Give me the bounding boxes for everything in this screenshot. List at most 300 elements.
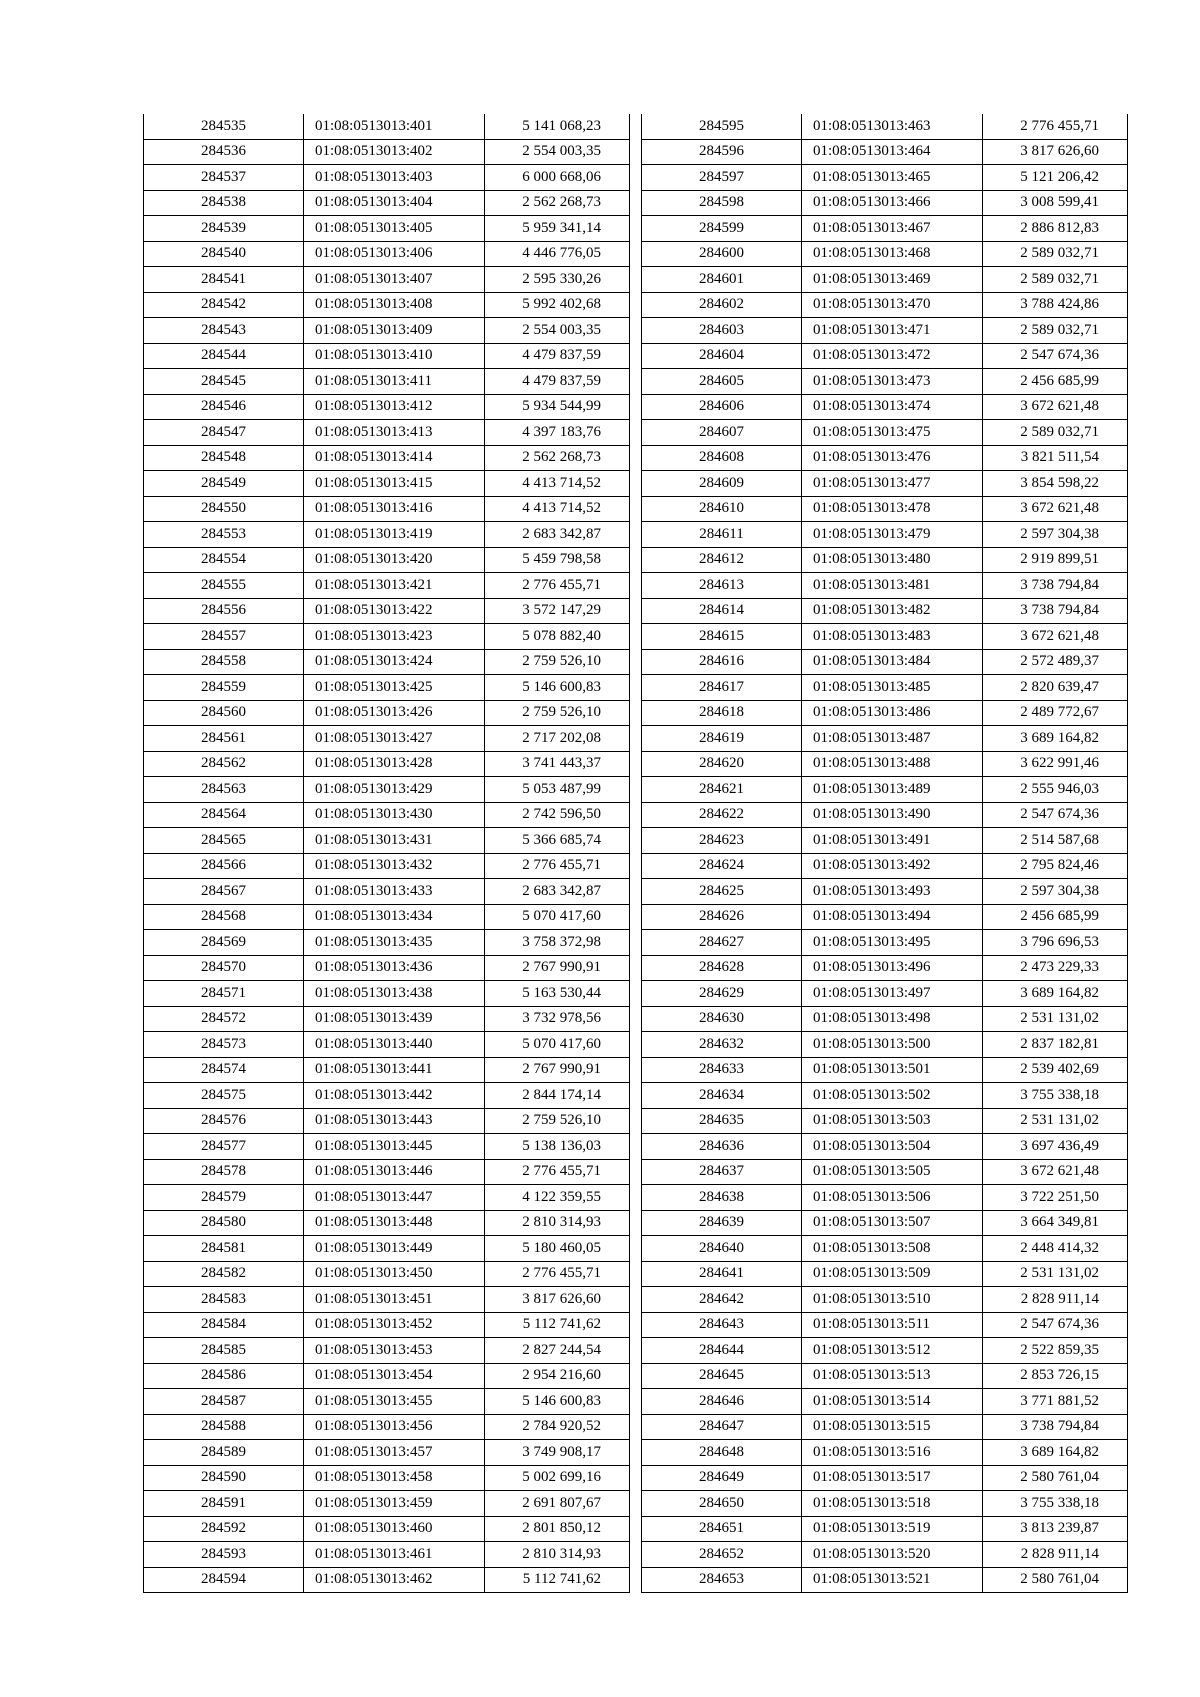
record-number-cell: 284608 — [642, 445, 802, 471]
cadastral-number-cell: 01:08:0513013:438 — [304, 981, 485, 1007]
cadastral-number-cell: 01:08:0513013:410 — [304, 343, 485, 369]
cadastral-number-cell: 01:08:0513013:468 — [802, 241, 983, 267]
value-cell: 2 514 587,68 — [983, 828, 1128, 854]
record-number-cell: 284628 — [642, 955, 802, 981]
cadastral-number-cell: 01:08:0513013:432 — [304, 853, 485, 879]
record-number-cell: 284640 — [642, 1236, 802, 1262]
record-number-cell: 284600 — [642, 241, 802, 267]
value-cell: 3 854 598,22 — [983, 471, 1128, 497]
record-number-cell: 284590 — [144, 1465, 304, 1491]
cadastral-number-cell: 01:08:0513013:510 — [802, 1287, 983, 1313]
table-row — [642, 369, 1128, 395]
cadastral-number-cell: 01:08:0513013:456 — [304, 1414, 485, 1440]
value-cell: 4 397 183,76 — [485, 420, 630, 446]
cadastral-number-cell: 01:08:0513013:406 — [304, 241, 485, 267]
record-number-cell: 284542 — [144, 292, 304, 318]
record-number-cell: 284635 — [642, 1108, 802, 1134]
cadastral-number-cell: 01:08:0513013:516 — [802, 1440, 983, 1466]
table-row — [144, 1006, 630, 1032]
record-number-cell: 284577 — [144, 1134, 304, 1160]
value-cell: 3 697 436,49 — [983, 1134, 1128, 1160]
cadastral-number-cell: 01:08:0513013:512 — [802, 1338, 983, 1364]
record-number-cell: 284641 — [642, 1261, 802, 1287]
value-cell: 5 959 341,14 — [485, 216, 630, 242]
table-row — [642, 1516, 1128, 1542]
table-row — [642, 1312, 1128, 1338]
cadastral-number-cell: 01:08:0513013:447 — [304, 1185, 485, 1211]
cadastral-number-cell: 01:08:0513013:403 — [304, 165, 485, 191]
cadastral-number-cell: 01:08:0513013:505 — [802, 1159, 983, 1185]
record-number-cell: 284615 — [642, 624, 802, 650]
record-number-cell: 284637 — [642, 1159, 802, 1185]
value-cell: 3 755 338,18 — [983, 1083, 1128, 1109]
value-cell: 5 138 136,03 — [485, 1134, 630, 1160]
cadastral-number-cell: 01:08:0513013:465 — [802, 165, 983, 191]
cadastral-number-cell: 01:08:0513013:489 — [802, 777, 983, 803]
value-cell: 2 691 807,67 — [485, 1491, 630, 1517]
table-row — [144, 420, 630, 446]
value-cell: 2 522 859,35 — [983, 1338, 1128, 1364]
value-cell: 3 672 621,48 — [983, 1159, 1128, 1185]
table-row — [144, 1287, 630, 1313]
record-number-cell: 284563 — [144, 777, 304, 803]
table-row — [144, 139, 630, 165]
cadastral-number-cell: 01:08:0513013:422 — [304, 598, 485, 624]
record-number-cell: 284556 — [144, 598, 304, 624]
cadastral-number-cell: 01:08:0513013:416 — [304, 496, 485, 522]
cadastral-number-cell: 01:08:0513013:482 — [802, 598, 983, 624]
value-cell: 2 759 526,10 — [485, 1108, 630, 1134]
cadastral-number-cell: 01:08:0513013:427 — [304, 726, 485, 752]
cadastral-number-cell: 01:08:0513013:411 — [304, 369, 485, 395]
record-number-cell: 284580 — [144, 1210, 304, 1236]
value-cell: 2 554 003,35 — [485, 139, 630, 165]
cadastral-number-cell: 01:08:0513013:460 — [304, 1516, 485, 1542]
table-row — [144, 879, 630, 905]
value-cell: 2 555 946,03 — [983, 777, 1128, 803]
value-cell: 2 589 032,71 — [983, 241, 1128, 267]
value-cell: 2 562 268,73 — [485, 190, 630, 216]
value-cell: 5 121 206,42 — [983, 165, 1128, 191]
record-number-cell: 284535 — [144, 114, 304, 139]
table-row — [144, 165, 630, 191]
record-number-cell: 284536 — [144, 139, 304, 165]
record-number-cell: 284619 — [642, 726, 802, 752]
value-cell: 4 413 714,52 — [485, 471, 630, 497]
table-row — [642, 114, 1128, 139]
record-number-cell: 284539 — [144, 216, 304, 242]
cadastral-number-cell: 01:08:0513013:428 — [304, 751, 485, 777]
record-number-cell: 284632 — [642, 1032, 802, 1058]
table-row — [144, 343, 630, 369]
value-cell: 2 547 674,36 — [983, 343, 1128, 369]
table-row — [642, 241, 1128, 267]
record-number-cell: 284596 — [642, 139, 802, 165]
table-row — [144, 292, 630, 318]
value-cell: 2 776 455,71 — [983, 114, 1128, 139]
value-cell: 2 844 174,14 — [485, 1083, 630, 1109]
cadastral-number-cell: 01:08:0513013:405 — [304, 216, 485, 242]
table-row — [144, 1516, 630, 1542]
value-cell: 5 112 741,62 — [485, 1312, 630, 1338]
record-number-cell: 284599 — [642, 216, 802, 242]
cadastral-number-cell: 01:08:0513013:469 — [802, 267, 983, 293]
cadastral-number-cell: 01:08:0513013:503 — [802, 1108, 983, 1134]
value-cell: 2 810 314,93 — [485, 1210, 630, 1236]
record-number-cell: 284567 — [144, 879, 304, 905]
value-cell: 5 141 068,23 — [485, 114, 630, 139]
value-cell: 2 759 526,10 — [485, 649, 630, 675]
table-row — [642, 496, 1128, 522]
cadastral-number-cell: 01:08:0513013:436 — [304, 955, 485, 981]
record-number-cell: 284622 — [642, 802, 802, 828]
table-row — [144, 1108, 630, 1134]
record-number-cell: 284593 — [144, 1542, 304, 1568]
value-cell: 2 489 772,67 — [983, 700, 1128, 726]
record-number-cell: 284598 — [642, 190, 802, 216]
cadastral-number-cell: 01:08:0513013:513 — [802, 1363, 983, 1389]
cadastral-number-cell: 01:08:0513013:401 — [304, 114, 485, 139]
cadastral-number-cell: 01:08:0513013:493 — [802, 879, 983, 905]
cadastral-number-cell: 01:08:0513013:426 — [304, 700, 485, 726]
record-number-cell: 284603 — [642, 318, 802, 344]
record-number-cell: 284579 — [144, 1185, 304, 1211]
record-number-cell: 284553 — [144, 522, 304, 548]
cadastral-number-cell: 01:08:0513013:491 — [802, 828, 983, 854]
cadastral-number-cell: 01:08:0513013:440 — [304, 1032, 485, 1058]
value-cell: 5 053 487,99 — [485, 777, 630, 803]
record-number-cell: 284648 — [642, 1440, 802, 1466]
value-cell: 3 664 349,81 — [983, 1210, 1128, 1236]
cadastral-number-cell: 01:08:0513013:521 — [802, 1567, 983, 1593]
table-row — [144, 1312, 630, 1338]
table-row — [144, 394, 630, 420]
value-cell: 2 717 202,08 — [485, 726, 630, 752]
value-cell: 2 767 990,91 — [485, 1057, 630, 1083]
cadastral-number-cell: 01:08:0513013:453 — [304, 1338, 485, 1364]
value-cell: 2 784 920,52 — [485, 1414, 630, 1440]
table-row — [642, 1389, 1128, 1415]
record-number-cell: 284625 — [642, 879, 802, 905]
cadastral-number-cell: 01:08:0513013:501 — [802, 1057, 983, 1083]
cadastral-number-cell: 01:08:0513013:517 — [802, 1465, 983, 1491]
record-number-cell: 284601 — [642, 267, 802, 293]
value-cell: 3 755 338,18 — [983, 1491, 1128, 1517]
cadastral-number-cell: 01:08:0513013:473 — [802, 369, 983, 395]
table-row — [144, 853, 630, 879]
cadastral-number-cell: 01:08:0513013:474 — [802, 394, 983, 420]
cadastral-number-cell: 01:08:0513013:455 — [304, 1389, 485, 1415]
table-row — [144, 1363, 630, 1389]
record-number-cell: 284557 — [144, 624, 304, 650]
value-cell: 3 796 696,53 — [983, 930, 1128, 956]
value-cell: 2 531 131,02 — [983, 1108, 1128, 1134]
value-cell: 2 954 216,60 — [485, 1363, 630, 1389]
cadastral-number-cell: 01:08:0513013:484 — [802, 649, 983, 675]
cadastral-number-cell: 01:08:0513013:462 — [304, 1567, 485, 1593]
table-row — [144, 241, 630, 267]
record-number-cell: 284597 — [642, 165, 802, 191]
table-row — [642, 1440, 1128, 1466]
table-row — [144, 649, 630, 675]
record-number-cell: 284572 — [144, 1006, 304, 1032]
table-row — [144, 573, 630, 599]
value-cell: 3 817 626,60 — [983, 139, 1128, 165]
record-number-cell: 284584 — [144, 1312, 304, 1338]
table-row — [642, 879, 1128, 905]
cadastral-number-cell: 01:08:0513013:492 — [802, 853, 983, 879]
value-cell: 3 672 621,48 — [983, 394, 1128, 420]
cadastral-number-cell: 01:08:0513013:409 — [304, 318, 485, 344]
value-cell: 2 562 268,73 — [485, 445, 630, 471]
value-cell: 3 672 621,48 — [983, 496, 1128, 522]
value-cell: 5 163 530,44 — [485, 981, 630, 1007]
value-cell: 2 589 032,71 — [983, 420, 1128, 446]
table-row — [642, 139, 1128, 165]
record-number-cell: 284585 — [144, 1338, 304, 1364]
record-number-cell: 284586 — [144, 1363, 304, 1389]
record-number-cell: 284568 — [144, 904, 304, 930]
record-number-cell: 284594 — [144, 1567, 304, 1593]
cadastral-number-cell: 01:08:0513013:402 — [304, 139, 485, 165]
cadastral-number-cell: 01:08:0513013:420 — [304, 547, 485, 573]
value-cell: 5 992 402,68 — [485, 292, 630, 318]
value-cell: 5 146 600,83 — [485, 675, 630, 701]
table-row — [642, 1465, 1128, 1491]
cadastral-number-cell: 01:08:0513013:518 — [802, 1491, 983, 1517]
cadastral-number-cell: 01:08:0513013:404 — [304, 190, 485, 216]
cadastral-number-cell: 01:08:0513013:519 — [802, 1516, 983, 1542]
table-row — [642, 777, 1128, 803]
value-cell: 6 000 668,06 — [485, 165, 630, 191]
record-number-cell: 284571 — [144, 981, 304, 1007]
record-number-cell: 284545 — [144, 369, 304, 395]
table-row — [144, 624, 630, 650]
value-cell: 3 788 424,86 — [983, 292, 1128, 318]
value-cell: 2 456 685,99 — [983, 904, 1128, 930]
record-number-cell: 284570 — [144, 955, 304, 981]
value-cell: 4 122 359,55 — [485, 1185, 630, 1211]
table-row — [642, 853, 1128, 879]
value-cell: 2 853 726,15 — [983, 1363, 1128, 1389]
record-number-cell: 284589 — [144, 1440, 304, 1466]
cadastral-number-cell: 01:08:0513013:463 — [802, 114, 983, 139]
table-row — [642, 445, 1128, 471]
record-number-cell: 284651 — [642, 1516, 802, 1542]
value-cell: 3 738 794,84 — [983, 598, 1128, 624]
table-row — [642, 802, 1128, 828]
table-row — [144, 930, 630, 956]
table-row — [642, 1006, 1128, 1032]
cadastral-number-cell: 01:08:0513013:476 — [802, 445, 983, 471]
table-row — [642, 343, 1128, 369]
record-number-cell: 284645 — [642, 1363, 802, 1389]
cadastral-number-cell: 01:08:0513013:486 — [802, 700, 983, 726]
table-row — [144, 1491, 630, 1517]
cadastral-number-cell: 01:08:0513013:504 — [802, 1134, 983, 1160]
record-number-cell: 284541 — [144, 267, 304, 293]
value-cell: 2 820 639,47 — [983, 675, 1128, 701]
record-number-cell: 284639 — [642, 1210, 802, 1236]
table-row — [642, 1159, 1128, 1185]
record-number-cell: 284624 — [642, 853, 802, 879]
value-cell: 2 919 899,51 — [983, 547, 1128, 573]
value-cell: 3 622 991,46 — [983, 751, 1128, 777]
cadastral-number-cell: 01:08:0513013:419 — [304, 522, 485, 548]
value-cell: 2 795 824,46 — [983, 853, 1128, 879]
cadastral-number-cell: 01:08:0513013:472 — [802, 343, 983, 369]
cadastral-number-cell: 01:08:0513013:464 — [802, 139, 983, 165]
table-row — [642, 267, 1128, 293]
value-cell: 3 572 147,29 — [485, 598, 630, 624]
value-cell: 5 146 600,83 — [485, 1389, 630, 1415]
record-number-cell: 284543 — [144, 318, 304, 344]
cadastral-number-cell: 01:08:0513013:454 — [304, 1363, 485, 1389]
cadastral-number-cell: 01:08:0513013:434 — [304, 904, 485, 930]
cadastral-number-cell: 01:08:0513013:442 — [304, 1083, 485, 1109]
table-row — [642, 573, 1128, 599]
value-cell: 3 758 372,98 — [485, 930, 630, 956]
value-cell: 2 767 990,91 — [485, 955, 630, 981]
table-row — [642, 1134, 1128, 1160]
record-number-cell: 284538 — [144, 190, 304, 216]
record-number-cell: 284634 — [642, 1083, 802, 1109]
value-cell: 3 689 164,82 — [983, 1440, 1128, 1466]
right-table-body — [642, 114, 1128, 1593]
cadastral-number-cell: 01:08:0513013:450 — [304, 1261, 485, 1287]
table-row — [642, 700, 1128, 726]
record-number-cell: 284650 — [642, 1491, 802, 1517]
cadastral-number-cell: 01:08:0513013:500 — [802, 1032, 983, 1058]
table-row — [144, 1338, 630, 1364]
record-number-cell: 284623 — [642, 828, 802, 854]
cadastral-number-cell: 01:08:0513013:443 — [304, 1108, 485, 1134]
cadastral-number-cell: 01:08:0513013:421 — [304, 573, 485, 599]
value-cell: 3 672 621,48 — [983, 624, 1128, 650]
value-cell: 2 828 911,14 — [983, 1287, 1128, 1313]
cadastral-number-cell: 01:08:0513013:470 — [802, 292, 983, 318]
cadastral-number-cell: 01:08:0513013:481 — [802, 573, 983, 599]
table-row — [144, 1210, 630, 1236]
record-number-cell: 284621 — [642, 777, 802, 803]
table-row — [144, 1134, 630, 1160]
table-row — [642, 318, 1128, 344]
value-cell: 2 597 304,38 — [983, 879, 1128, 905]
value-cell: 2 531 131,02 — [983, 1261, 1128, 1287]
record-number-cell: 284561 — [144, 726, 304, 752]
table-row — [642, 955, 1128, 981]
table-row — [642, 981, 1128, 1007]
table-row — [642, 471, 1128, 497]
table-row — [642, 598, 1128, 624]
table-row — [144, 471, 630, 497]
cadastral-number-cell: 01:08:0513013:508 — [802, 1236, 983, 1262]
value-cell: 2 886 812,83 — [983, 216, 1128, 242]
value-cell: 2 776 455,71 — [485, 573, 630, 599]
record-number-cell: 284605 — [642, 369, 802, 395]
table-row — [144, 828, 630, 854]
table-row — [144, 726, 630, 752]
cadastral-number-cell: 01:08:0513013:446 — [304, 1159, 485, 1185]
value-cell: 2 547 674,36 — [983, 802, 1128, 828]
table-row — [144, 1542, 630, 1568]
record-number-cell: 284642 — [642, 1287, 802, 1313]
value-cell: 3 722 251,50 — [983, 1185, 1128, 1211]
value-cell: 2 828 911,14 — [983, 1542, 1128, 1568]
cadastral-number-cell: 01:08:0513013:431 — [304, 828, 485, 854]
table-row — [144, 1465, 630, 1491]
cadastral-number-cell: 01:08:0513013:494 — [802, 904, 983, 930]
cadastral-number-cell: 01:08:0513013:451 — [304, 1287, 485, 1313]
left-table-body — [144, 114, 630, 1593]
cadastral-number-cell: 01:08:0513013:466 — [802, 190, 983, 216]
record-number-cell: 284620 — [642, 751, 802, 777]
cadastral-number-cell: 01:08:0513013:430 — [304, 802, 485, 828]
record-number-cell: 284540 — [144, 241, 304, 267]
record-number-cell: 284544 — [144, 343, 304, 369]
cadastral-number-cell: 01:08:0513013:415 — [304, 471, 485, 497]
record-number-cell: 284569 — [144, 930, 304, 956]
cadastral-number-cell: 01:08:0513013:506 — [802, 1185, 983, 1211]
record-number-cell: 284592 — [144, 1516, 304, 1542]
record-number-cell: 284554 — [144, 547, 304, 573]
record-number-cell: 284566 — [144, 853, 304, 879]
cadastral-number-cell: 01:08:0513013:407 — [304, 267, 485, 293]
value-cell: 2 589 032,71 — [983, 318, 1128, 344]
cadastral-number-cell: 01:08:0513013:439 — [304, 1006, 485, 1032]
table-row — [642, 1567, 1128, 1593]
value-cell: 2 448 414,32 — [983, 1236, 1128, 1262]
record-number-cell: 284618 — [642, 700, 802, 726]
value-cell: 2 580 761,04 — [983, 1567, 1128, 1593]
value-cell: 3 741 443,37 — [485, 751, 630, 777]
table-row — [642, 190, 1128, 216]
value-cell: 3 689 164,82 — [983, 726, 1128, 752]
record-number-cell: 284629 — [642, 981, 802, 1007]
table-row — [144, 1083, 630, 1109]
cadastral-number-cell: 01:08:0513013:414 — [304, 445, 485, 471]
left-data-table — [143, 114, 630, 1593]
record-number-cell: 284643 — [642, 1312, 802, 1338]
record-number-cell: 284560 — [144, 700, 304, 726]
table-row — [642, 1083, 1128, 1109]
value-cell: 5 078 882,40 — [485, 624, 630, 650]
table-row — [642, 1542, 1128, 1568]
record-number-cell: 284548 — [144, 445, 304, 471]
record-number-cell: 284576 — [144, 1108, 304, 1134]
table-row — [642, 751, 1128, 777]
cadastral-number-cell: 01:08:0513013:509 — [802, 1261, 983, 1287]
value-cell: 3 821 511,54 — [983, 445, 1128, 471]
cadastral-number-cell: 01:08:0513013:475 — [802, 420, 983, 446]
record-number-cell: 284609 — [642, 471, 802, 497]
value-cell: 2 683 342,87 — [485, 879, 630, 905]
table-row — [144, 445, 630, 471]
table-row — [642, 904, 1128, 930]
cadastral-number-cell: 01:08:0513013:515 — [802, 1414, 983, 1440]
value-cell: 3 008 599,41 — [983, 190, 1128, 216]
record-number-cell: 284574 — [144, 1057, 304, 1083]
value-cell: 2 595 330,26 — [485, 267, 630, 293]
record-number-cell: 284638 — [642, 1185, 802, 1211]
value-cell: 4 413 714,52 — [485, 496, 630, 522]
value-cell: 4 446 776,05 — [485, 241, 630, 267]
table-row — [144, 598, 630, 624]
table-row — [642, 1363, 1128, 1389]
table-row — [144, 1032, 630, 1058]
value-cell: 3 749 908,17 — [485, 1440, 630, 1466]
table-row — [144, 547, 630, 573]
